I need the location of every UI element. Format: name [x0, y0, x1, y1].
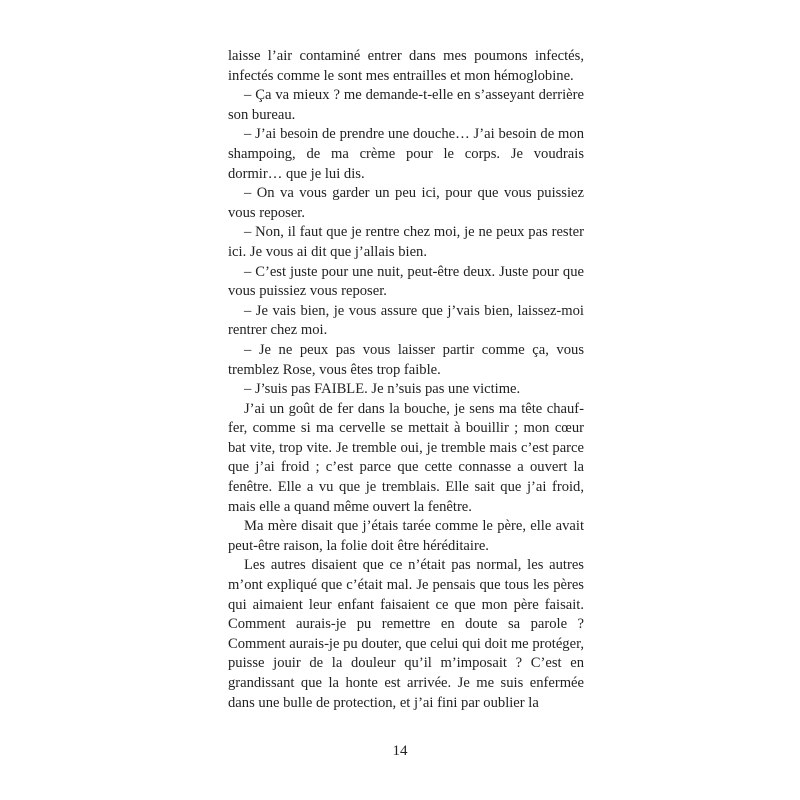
- paragraph-12: Les autres disaient que ce n’était pas normal, les autres m’ont expliqué que c’était mal. Je pensais que tous les pères qui aimaient leur enfant faisaient ce que mon père faisait. Comment aurais-je pu remettre en doute sa parole ? Comment aurais-je pu douter, que celui qui doit me protéger, puisse jouir de la douleur qu’il m’imposait ? C’est en grandissant que la honte est arrivée. Je me suis enfermée dans une bulle de protection, et j’ai fini par oublier la: [228, 557, 584, 711]
- paragraph-8: – Je ne peux pas vous laisser partir comme ça, vous tremblez Rose, vous êtes trop faible.: [228, 341, 584, 378]
- paragraph-11: Ma mère disait que j’étais tarée comme le père, elle avait peut-être raison, la folie doit être héréditaire.: [228, 518, 584, 554]
- page-number: 14: [392, 743, 408, 759]
- paragraph-3: – J’ai besoin de prendre une douche… J’ai besoin de mon shampoing, de ma crème pour le corps. Je voudrais dormir… que je lui dis.: [228, 126, 584, 182]
- paragraph-10: J’ai un goût de fer dans la bouche, je sens ma tête chauffer, comme si ma cervelle se mettait à bouillir ; mon cœur bat vite, trop vite. Je tremble oui, je tremble mais c’est parce que j’ai froid ; c’est parce que cette connasse a ouvert la fenêtre. Elle a vu que je tremblais. Elle sait que j’ai froid, mais elle a quand même ouvert la fenêtre.: [228, 400, 584, 515]
- paragraph-7: – Je vais bien, je vous assure que j’vais bien, laissez-moi rentrer chez moi.: [228, 302, 584, 339]
- paragraph-4: – On va vous garder un peu ici, pour que vous puissiez vous reposer.: [228, 185, 584, 221]
- paragraph-2: – Ça va mieux ? me demande-t-elle en s’asseyant derrière son bureau.: [228, 87, 584, 123]
- body-text: [228, 47, 584, 713]
- paragraph-5: – Non, il faut que je rentre chez moi, je ne peux pas rester ici. Je vous ai dit que j’allais bien.: [228, 224, 584, 260]
- paragraph-1: laisse l’air contaminé entrer dans mes poumons infectés, infectés comme le sont mes entrailles et mon hémoglobine.: [228, 48, 584, 84]
- paragraph-9: – J’suis pas FAIBLE. Je n’suis pas une victime.: [244, 381, 521, 398]
- paragraph-6: – C’est juste pour une nuit, peut-être deux. Juste pour que vous puissiez vous reposer.: [228, 263, 584, 300]
